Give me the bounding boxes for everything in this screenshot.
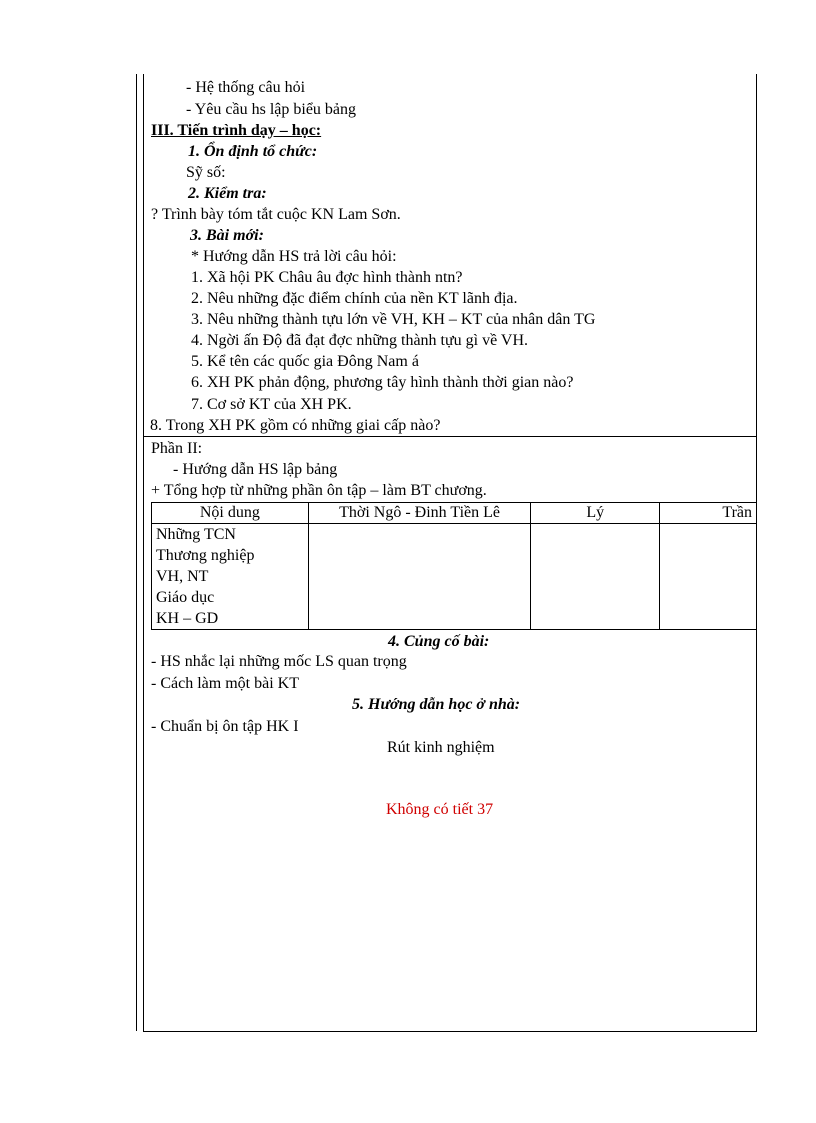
- question-item: 3. Nêu những thành tựu lớn về VH, KH – KT của nhân dân TG: [191, 311, 596, 328]
- row-topics-cell: [152, 524, 309, 630]
- part-2-heading: Phần II:: [151, 440, 203, 457]
- frame-bottom-border: [143, 1031, 757, 1032]
- topic-item: Giáo dục: [156, 589, 215, 606]
- question-item: 2. Nêu những đặc điểm chính của nền KT lãnh địa.: [191, 290, 518, 307]
- margin-line-outer: [136, 74, 137, 1031]
- homework-item: - Chuẩn bị ôn tập HK I: [151, 718, 299, 735]
- step-3-heading: 3. Bài mới:: [190, 227, 264, 244]
- topic-item: Thương nghiệp: [156, 547, 255, 564]
- table-guide: - Hướng dẫn HS lập bảng: [173, 461, 338, 478]
- section-divider-1: [143, 436, 757, 437]
- table-row: [152, 524, 757, 630]
- topic-item: Những TCN: [156, 526, 236, 543]
- header-tran: Trần: [660, 503, 757, 524]
- review-item: - Cách làm một bài KT: [151, 675, 299, 692]
- step-2-heading: 2. Kiểm tra:: [188, 185, 267, 202]
- review-table: [151, 502, 757, 630]
- attendance-label: Sỹ số:: [186, 164, 226, 181]
- header-ngo-dinh-le: Thời Ngô - Đinh Tiền Lê: [308, 503, 531, 524]
- topic-item: VH, NT: [156, 568, 209, 585]
- question-item: 4. Ngời ấn Độ đã đạt đợc những thành tựu gì về VH.: [191, 332, 529, 349]
- step-5-heading: 5. Hướng dẫn học ở nhà:: [352, 696, 521, 713]
- summary-line: + Tổng hợp từ những phần ôn tập – làm BT chương.: [151, 482, 487, 499]
- question-item: 5. Kể tên các quốc gia Đông Nam á: [191, 353, 419, 370]
- table-header-row: [152, 503, 757, 524]
- header-content: Nội dung: [152, 503, 309, 524]
- step-4-heading: 4. Củng cố bài:: [388, 633, 490, 650]
- review-item: - HS nhắc lại những mốc LS quan trọng: [151, 653, 407, 670]
- header-ly: Lý: [531, 503, 660, 524]
- experience-heading: Rút kinh nghiệm: [387, 739, 495, 756]
- check-question: ? Trình bày tóm tắt cuộc KN Lam Sơn.: [151, 206, 401, 223]
- step-1-heading: 1. Ổn định tổ chức:: [188, 143, 318, 160]
- empty-cell: [308, 524, 531, 630]
- no-lesson-note: Không có tiết 37: [386, 801, 494, 818]
- bullet-table-request: - Yêu cầu hs lập biểu bảng: [186, 101, 357, 118]
- empty-cell: [660, 524, 757, 630]
- empty-cell: [531, 524, 660, 630]
- frame-left-border: [143, 74, 144, 1032]
- topic-item: KH – GD: [156, 610, 219, 627]
- question-item: 6. XH PK phản động, phương tây hình thành thời gian nào?: [191, 374, 574, 391]
- question-item: 1. Xã hội PK Châu âu đợc hình thành ntn?: [191, 269, 463, 286]
- guide-line: * Hướng dẫn HS trả lời câu hỏi:: [191, 248, 397, 265]
- question-item: 7. Cơ sở KT của XH PK.: [191, 396, 352, 413]
- bullet-question-system: - Hệ thống câu hỏi: [186, 79, 306, 96]
- question-item: 8. Trong XH PK gồm có những giai cấp nào?: [150, 417, 441, 434]
- section-heading: III. Tiến trình dạy – học:: [151, 122, 322, 139]
